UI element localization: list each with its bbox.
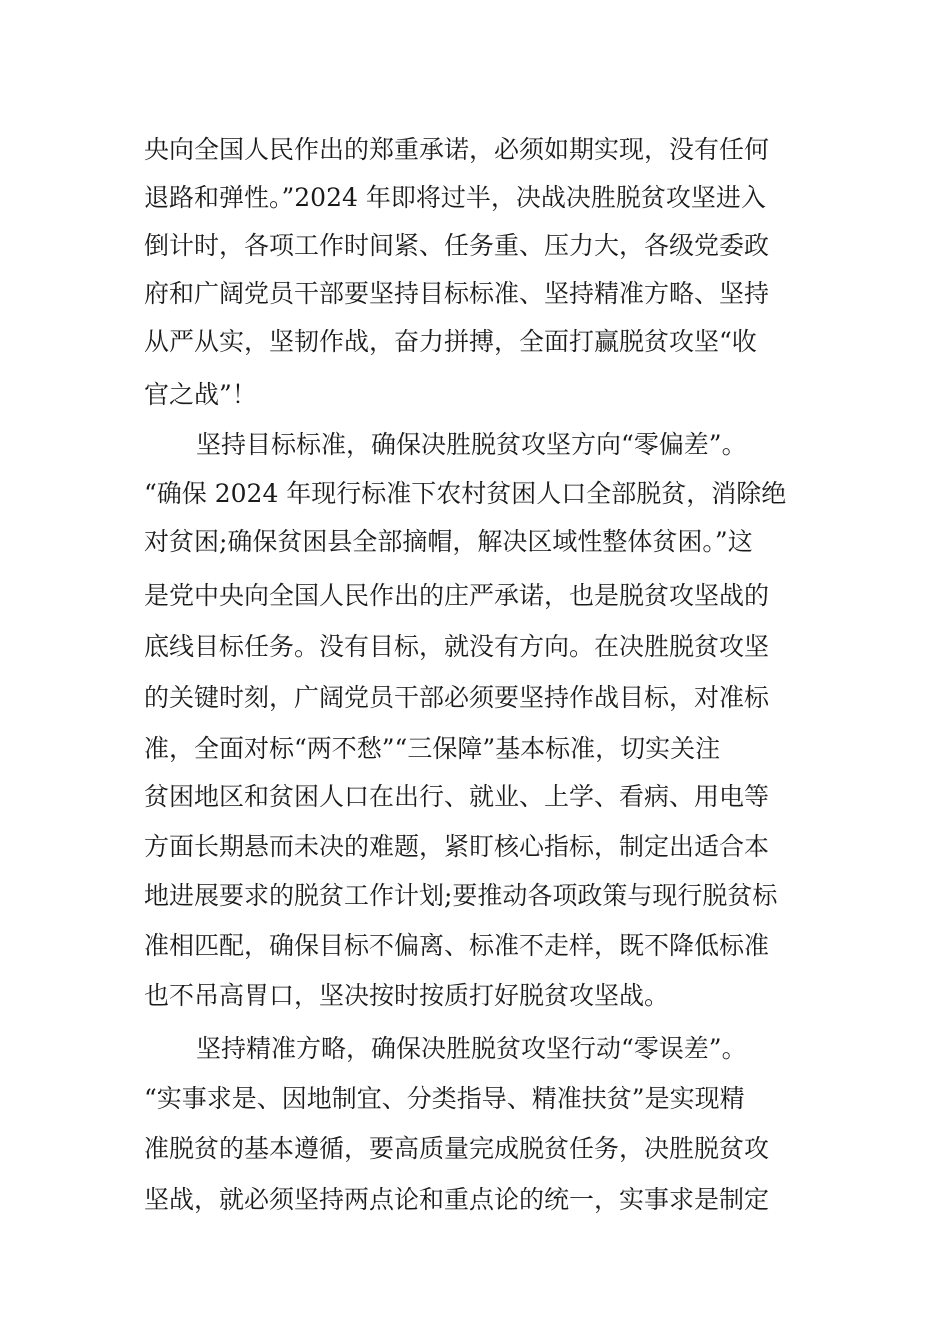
text-line: 贫困地区和贫困人口在出行、就业、上学、看病、用电等 xyxy=(144,782,770,811)
text-line: 准相匹配，确保目标不偏离、标准不走样，既不降低标准 xyxy=(144,931,770,960)
text-line: 也不吊高胃口，坚决按时按质打好脱贫攻坚战。 xyxy=(144,981,670,1010)
text-line: 是党中央向全国人民作出的庄严承诺，也是脱贫攻坚战的 xyxy=(144,581,770,610)
text-line: 底线目标任务。没有目标，就没有方向。在决胜脱贫攻坚 xyxy=(144,632,770,661)
text-line: “实事求是、因地制宜、分类指导、精准扶贫”是实现精 xyxy=(144,1084,745,1113)
text-line: 府和广阔党员干部要坚持目标标准、坚持精准方略、坚持 xyxy=(144,279,770,308)
text-line: 退路和弹性。”2024 年即将过半，决战决胜脱贫攻坚进入 xyxy=(144,183,766,212)
text-line: 对贫困;确保贫困县全部摘帽，解决区域性整体贫困。”这 xyxy=(144,527,753,556)
text-line: 从严从实，坚韧作战，奋力拼搏，全面打赢脱贫攻坚“收 xyxy=(144,327,757,356)
text-line: 央向全国人民作出的郑重承诺，必须如期实现，没有任何 xyxy=(144,135,770,164)
text-line: 倒计时，各项工作时间紧、任务重、压力大，各级党委政 xyxy=(144,231,770,260)
text-line: 坚战，就必须坚持两点论和重点论的统一，实事求是制定 xyxy=(144,1185,770,1214)
paragraph-heading: 坚持目标标准，确保决胜脱贫攻坚方向“零偏差”。 xyxy=(196,430,747,459)
text-line: 官之战”！ xyxy=(144,380,257,409)
text-line: 准，全面对标“两不愁”“三保障”基本标准，切实关注 xyxy=(144,734,721,763)
text-line: 准脱贫的基本遵循，要高质量完成脱贫任务，决胜脱贫攻 xyxy=(144,1134,770,1163)
paragraph-heading: 坚持精准方略，确保决胜脱贫攻坚行动“零误差”。 xyxy=(196,1034,747,1063)
text-line: “确保 2024 年现行标准下农村贫困人口全部脱贫，消除绝 xyxy=(144,479,787,508)
text-line: 地进展要求的脱贫工作计划;要推动各项政策与现行脱贫标 xyxy=(144,881,778,910)
text-line: 的关键时刻，广阔党员干部必须要坚持作战目标，对准标 xyxy=(144,683,770,712)
text-line: 方面长期悬而未决的难题，紧盯核心指标，制定出适合本 xyxy=(144,832,770,861)
